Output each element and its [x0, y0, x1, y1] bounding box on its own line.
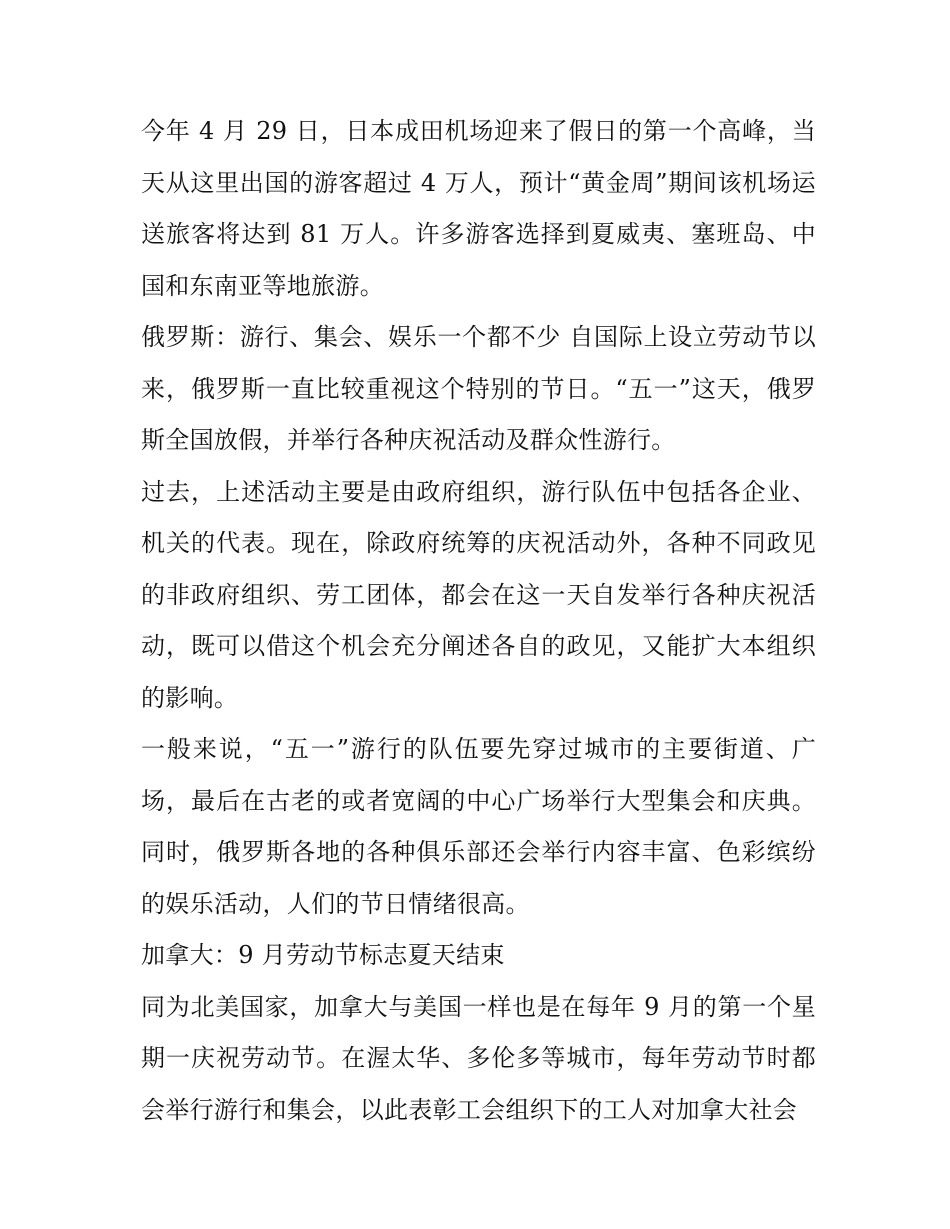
paragraph-japan-narita: 今年 4 月 29 日，日本成田机场迎来了假日的第一个高峰，当天从这里出国的游客超过 4 万人，预计“黄金周”期间该机场运送旅客将达到 81 万人。许多游客选择到夏威夷、塞班岛、中国和东南亚等地旅游。: [141, 117, 816, 300]
paragraph-canada-body: 同为北美国家，加拿大与美国一样也是在每年 9 月的第一个星期一庆祝劳动节。在渥太华、多伦多等城市，每年劳动节时都会举行游行和集会，以此表彰工会组织下的工人对加拿大社会: [141, 992, 816, 1124]
paragraph-russia-parade: 一般来说，“五一”游行的队伍要先穿过城市的主要街道、广场，最后在古老的或者宽阔的中心广场举行大型集会和庆典。同时，俄罗斯各地的各种俱乐部还会举行内容丰富、色彩缤纷的娱乐活动，人们的节日情绪很高。: [141, 735, 816, 918]
document-body: [141, 106, 816, 1136]
paragraph-russia-past: 过去，上述活动主要是由政府组织，游行队伍中包括各企业、机关的代表。现在，除政府统筹的庆祝活动外，各种不同政见的非政府组织、劳工团体，都会在这一天自发举行各种庆祝活动，既可以借这个机会充分阐述各自的政见，又能扩大本组织的影响。: [141, 477, 816, 712]
paragraph-canada-heading: 加拿大：9 月劳动节标志夏天结束: [141, 941, 505, 969]
paragraph-russia-heading: 俄罗斯：游行、集会、娱乐一个都不少 自国际上设立劳动节以来，俄罗斯一直比较重视这个特别的节日。“五一”这天，俄罗斯全国放假，并举行各种庆祝活动及群众性游行。: [141, 323, 816, 454]
